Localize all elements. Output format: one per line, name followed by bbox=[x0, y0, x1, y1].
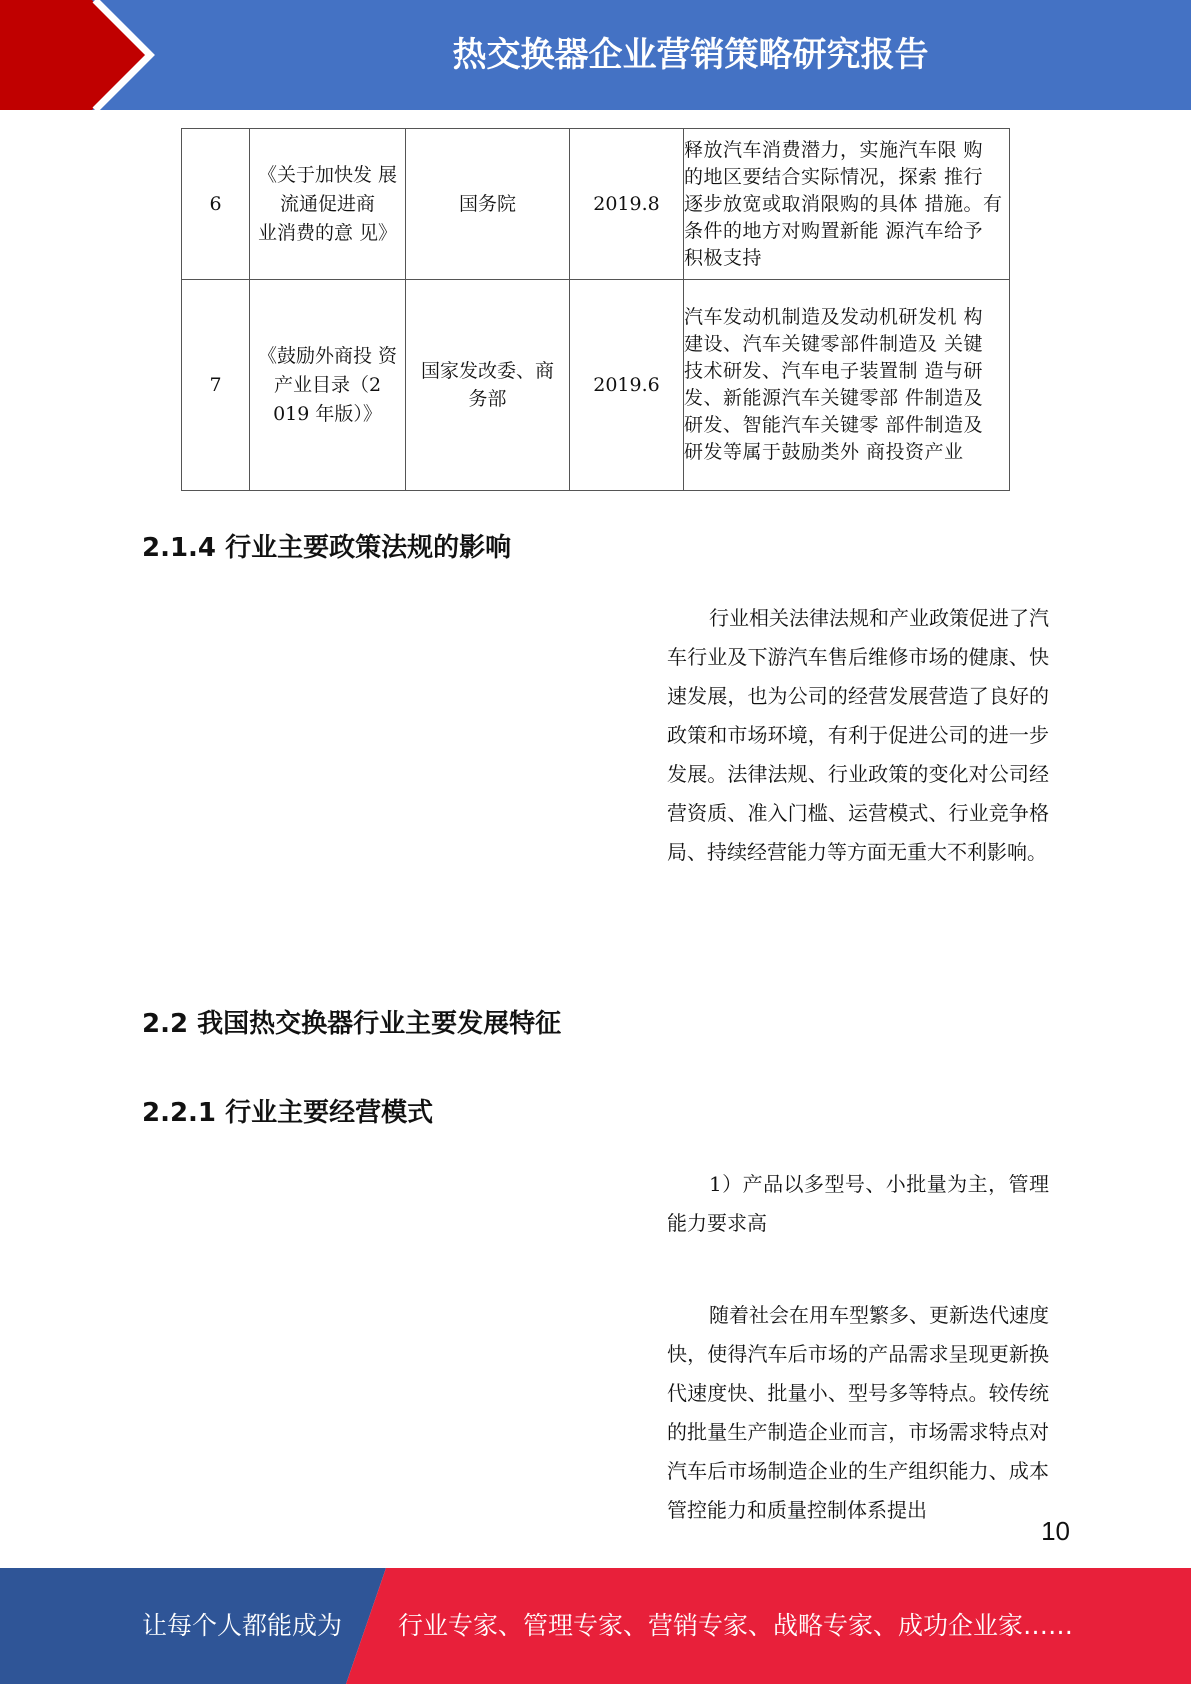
description-line: 汽车发动机制造及发动机研发机 构 bbox=[684, 306, 984, 328]
description-line: 释放汽车消费潜力，实施汽车限 购 bbox=[684, 138, 984, 161]
policy-description bbox=[684, 129, 1010, 280]
description-line: 条件的地方对购置新能 源汽车给予 bbox=[684, 219, 984, 242]
description-line: 积极支持 bbox=[684, 246, 763, 269]
policy-name-line: 流通促进商 bbox=[279, 192, 375, 215]
section-heading-2-2: 2.2 我国热交换器行业主要发展特征 bbox=[142, 1009, 562, 1039]
row-number: 6 bbox=[182, 129, 250, 280]
policy-name-line: 《关于加快发 展 bbox=[257, 163, 398, 186]
footer-slogan-right: 行业专家、管理专家、营销专家、战略专家、成功企业家…… bbox=[398, 1611, 1074, 1640]
policy-name-line: 019 年版）》 bbox=[273, 402, 382, 425]
description-line: 发、新能源汽车关键零部 件制造及 bbox=[684, 387, 984, 409]
description-line: 逐步放宽或取消限购的具体 措施。有 bbox=[684, 192, 1003, 215]
description-line: 研发、智能汽车关键零 部件制造及 bbox=[684, 414, 984, 436]
section-2-2-1-paragraph-1: 1）产品以多型号、小批量为主，管理能力要求高 bbox=[667, 1172, 1049, 1235]
issuing-org bbox=[406, 280, 570, 491]
policy-name-line: 《鼓励外商投 资 bbox=[257, 344, 398, 367]
row-number: 7 bbox=[182, 280, 250, 491]
section-heading-2-2-1: 2.2.1 行业主要经营模式 bbox=[142, 1098, 434, 1128]
issue-date: 2019.6 bbox=[570, 280, 684, 491]
description-line: 技术研发、汽车电子装置制 造与研 bbox=[684, 360, 984, 382]
page-number: 10 bbox=[1041, 1516, 1070, 1546]
section-heading-2-1-4: 2.1.4 行业主要政策法规的影响 bbox=[142, 533, 512, 563]
header-red-chevron bbox=[0, 0, 148, 110]
policy-description bbox=[684, 280, 1010, 491]
description-line: 的地区要结合实际情况，探索 推行 bbox=[684, 165, 984, 188]
issue-date: 2019.8 bbox=[570, 129, 684, 280]
footer-banner bbox=[0, 1568, 1191, 1684]
description-line: 研发等属于鼓励类外 商投资产业 bbox=[684, 441, 964, 463]
org-line: 务部 bbox=[468, 388, 507, 410]
description-line: 建设、汽车关键零部件制造及 关键 bbox=[684, 333, 984, 355]
policy-table bbox=[181, 128, 1010, 491]
policy-name bbox=[250, 280, 406, 491]
policy-name-line: 产业目录（2 bbox=[273, 373, 382, 396]
footer-slogan-left: 让每个人都能成为 bbox=[142, 1611, 343, 1640]
section-2-1-4-paragraph: 行业相关法律法规和产业政策促进了汽车行业及下游汽车售后维修市场的健康、快速发展，也为公司的经营发展营造了良好的政策和市场环境，有利于促进公司的进一步发展。法律法规、行业政策的变化对公司经营资质、准入门槛、运营模式、行业竞争格局、持续经营能力等方面无重大不利影响。 bbox=[667, 606, 1049, 864]
policy-name bbox=[250, 129, 406, 280]
section-2-2-1-paragraph-2: 随着社会在用车型繁多、更新迭代速度快，使得汽车后市场的产品需求呈现更新换代速度快、批量小、型号多等特点。较传统的批量生产制造企业而言，市场需求特点对汽车后市场制造企业的生产组织能力、成本管控能力和质量控制体系提出 bbox=[667, 1303, 1049, 1522]
table-row bbox=[182, 129, 1010, 280]
report-title: 热交换器企业营销策略研究报告 bbox=[452, 35, 929, 75]
policy-name-line: 业消费的意 见》 bbox=[257, 221, 398, 244]
header-banner bbox=[0, 0, 1191, 110]
issuing-org: 国务院 bbox=[406, 129, 570, 280]
table-row bbox=[182, 280, 1010, 491]
org-line: 国家发改委、商 bbox=[420, 360, 554, 382]
